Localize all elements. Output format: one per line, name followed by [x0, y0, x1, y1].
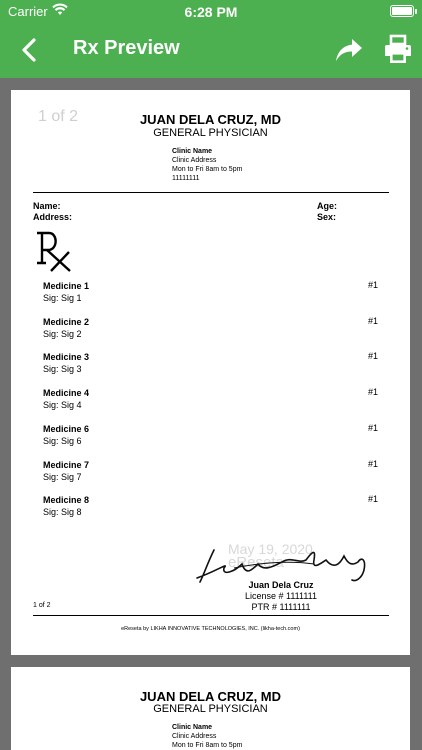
- medicine-name: Medicine 1: [43, 281, 90, 291]
- medicine-name: Medicine 4: [43, 388, 90, 398]
- clinic-hours: Mon to Fri 8am to 5pm: [172, 742, 243, 749]
- doctor-name: JUAN DELA CRUZ, MD: [139, 689, 282, 704]
- footer-divider: [33, 615, 389, 616]
- watermark-date: May 19, 2020: [228, 541, 313, 557]
- medicine-sig: Sig: Sig 8: [43, 507, 82, 517]
- clinic-address: Clinic Address: [172, 157, 217, 164]
- prescription-page-2: [11, 667, 410, 750]
- clinic-phone: 11111111: [172, 175, 200, 182]
- medicine-item: [43, 494, 89, 518]
- share-icon[interactable]: [334, 36, 364, 64]
- medicine-quantity: #1: [368, 351, 379, 361]
- page-title: Rx Preview: [73, 37, 180, 59]
- status-bar: [0, 0, 422, 24]
- medicine-sig: Sig: Sig 2: [43, 329, 82, 339]
- medicine-sig: Sig: Sig 1: [43, 293, 82, 303]
- medicine-quantity: #1: [368, 387, 379, 397]
- clinic-info: [172, 147, 242, 183]
- carrier-label: Carrier: [8, 4, 48, 19]
- clinic-name: Clinic Name: [172, 148, 213, 155]
- patient-age-label: Age:: [317, 201, 337, 211]
- ptr-number: PTR # 1111111: [251, 602, 311, 612]
- medicine-item: [43, 459, 89, 483]
- clinic-name: Clinic Name: [172, 724, 213, 731]
- medicine-item: [43, 316, 89, 340]
- medicine-sig: Sig: Sig 6: [43, 436, 82, 446]
- footer-credit: eReseta by LIKHA INNOVATIVE TECHNOLOGIES, INC. (likha-tech.com): [121, 626, 300, 632]
- medicine-quantity: #1: [368, 459, 379, 469]
- medicine-name: Medicine 3: [43, 352, 90, 362]
- status-time: 6:28 PM: [184, 4, 238, 20]
- doctor-title: GENERAL PHYSICIAN: [153, 127, 268, 139]
- medicine-item: [43, 351, 89, 375]
- patient-name-label: Name:: [33, 201, 61, 211]
- page-indicator: 1 of 2: [38, 108, 79, 125]
- battery-icon: [390, 5, 414, 17]
- medicine-quantity: #1: [368, 423, 379, 433]
- clinic-hours: Mon to Fri 8am to 5pm: [172, 166, 243, 173]
- signer-name: Juan Dela Cruz: [248, 580, 314, 590]
- medicine-name: Medicine 7: [43, 460, 90, 470]
- print-icon[interactable]: [383, 34, 413, 64]
- navigation-bar: [0, 0, 422, 78]
- medicine-name: Medicine 8: [43, 495, 90, 505]
- rx-symbol-icon: [33, 230, 73, 272]
- medicine-name: Medicine 6: [43, 424, 90, 434]
- medicine-quantity: #1: [368, 316, 379, 326]
- license-number: License # 1111111: [244, 591, 318, 601]
- medicine-sig: Sig: Sig 3: [43, 364, 82, 374]
- header-divider: [33, 192, 389, 193]
- back-chevron-icon[interactable]: [14, 34, 46, 66]
- clinic-address: Clinic Address: [172, 733, 217, 740]
- medicine-quantity: #1: [368, 280, 379, 290]
- medicine-item: [43, 423, 89, 447]
- medicine-item: [43, 280, 89, 304]
- clinic-info: [172, 723, 242, 750]
- footer-page-number: 1 of 2: [33, 602, 51, 609]
- doctor-name: JUAN DELA CRUZ, MD: [139, 112, 282, 127]
- medicine-item: [43, 387, 89, 411]
- doctor-title: GENERAL PHYSICIAN: [153, 703, 268, 715]
- medicine-quantity: #1: [368, 494, 379, 504]
- medicine-sig: Sig: Sig 7: [43, 472, 82, 482]
- patient-sex-label: Sex:: [317, 212, 337, 222]
- medicine-sig: Sig: Sig 4: [43, 400, 82, 410]
- prescription-page: [11, 90, 410, 655]
- medicine-name: Medicine 2: [43, 317, 90, 327]
- patient-address-label: Address:: [33, 212, 73, 222]
- doctor-signature-block: [211, 580, 351, 613]
- watermark-brand: eReseta: [228, 554, 284, 571]
